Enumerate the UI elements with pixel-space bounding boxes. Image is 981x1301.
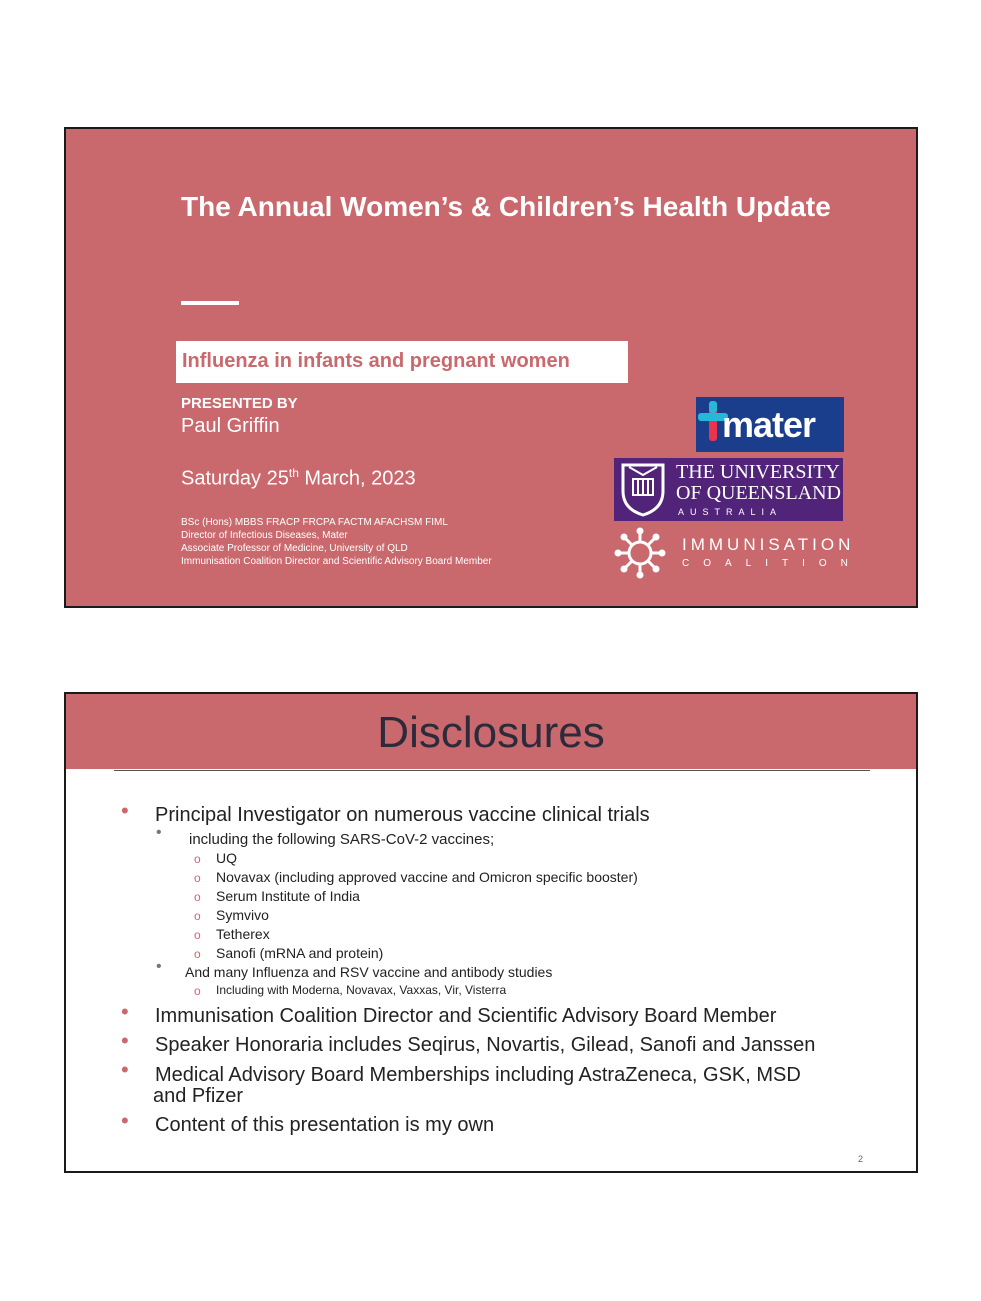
slide-title: The Annual Women’s & Children’s Health Update bbox=[181, 191, 831, 222]
list-item: Principal Investigator on numerous vaccine clinical trials bbox=[155, 804, 650, 826]
circle-bullet-icon: o bbox=[194, 909, 201, 923]
circle-bullet-icon: o bbox=[194, 928, 201, 942]
credential-line: BSc (Hons) MBBS FRACP FRCPA FACTM AFACHSM FIML bbox=[181, 517, 448, 528]
mater-logo bbox=[696, 397, 844, 452]
list-item: Symvivo bbox=[216, 907, 269, 923]
slide-header bbox=[66, 694, 916, 769]
page-number: 2 bbox=[858, 1154, 864, 1164]
list-item: Including with Moderna, Novavax, Vaxxas, Vir, Visterra bbox=[216, 983, 507, 997]
mater-wordmark: mater bbox=[722, 404, 816, 445]
slide-subtitle: Influenza in infants and pregnant women bbox=[182, 350, 570, 372]
bullet-icon: • bbox=[121, 798, 129, 823]
virus-icon bbox=[614, 527, 666, 579]
presented-by-label: PRESENTED BY bbox=[181, 395, 298, 412]
circle-bullet-icon: o bbox=[194, 984, 201, 998]
circle-bullet-icon: o bbox=[194, 890, 201, 904]
list-item: Content of this presentation is my own bbox=[155, 1114, 495, 1136]
bullet-icon: • bbox=[156, 824, 162, 841]
uq-name-line2: OF QUEENSLAND bbox=[676, 482, 841, 504]
list-item: Speaker Honoraria includes Seqirus, Novartis, Gilead, Sanofi and Janssen bbox=[155, 1034, 816, 1056]
credential-line: Immunisation Coalition Director and Scientific Advisory Board Member bbox=[181, 556, 492, 567]
bullet-icon: • bbox=[121, 1057, 129, 1082]
slide-title: Disclosures bbox=[377, 708, 605, 757]
ic-name-line1: IMMUNISATION bbox=[682, 535, 855, 554]
list-item: Sanofi (mRNA and protein) bbox=[216, 945, 384, 961]
ic-name-line2: COALITION bbox=[682, 558, 862, 569]
list-item: Medical Advisory Board Memberships including AstraZeneca, GSK, MSD bbox=[155, 1064, 801, 1086]
bullet-icon: • bbox=[121, 999, 129, 1024]
circle-bullet-icon: o bbox=[194, 871, 201, 885]
circle-bullet-icon: o bbox=[194, 852, 201, 866]
bullet-icon: • bbox=[121, 1108, 129, 1133]
presentation-date: Saturday 25th March, 2023 bbox=[181, 466, 416, 490]
uq-name-line1: THE UNIVERSITY bbox=[676, 461, 840, 483]
uq-crest-icon bbox=[619, 461, 667, 517]
circle-bullet-icon: o bbox=[194, 947, 201, 961]
disclosures-slide bbox=[64, 692, 918, 1173]
credential-line: Associate Professor of Medicine, University of QLD bbox=[181, 543, 408, 554]
title-slide bbox=[64, 127, 918, 608]
list-item: And many Influenza and RSV vaccine and antibody studies bbox=[185, 964, 553, 980]
list-item: UQ bbox=[216, 850, 237, 866]
list-item-continuation: and Pfizer bbox=[153, 1085, 244, 1107]
credential-line: Director of Infectious Diseases, Mater bbox=[181, 530, 348, 541]
list-item: including the following SARS-CoV-2 vaccines; bbox=[189, 831, 495, 848]
bullet-icon: • bbox=[121, 1028, 129, 1053]
list-item: Serum Institute of India bbox=[216, 888, 360, 904]
subtitle-box bbox=[176, 341, 628, 383]
immunisation-coalition-logo bbox=[614, 525, 862, 581]
list-item: Immunisation Coalition Director and Scientific Advisory Board Member bbox=[155, 1005, 777, 1027]
header-rule bbox=[114, 770, 870, 771]
uq-logo bbox=[614, 458, 843, 521]
uq-country: AUSTRALIA bbox=[678, 507, 783, 517]
title-divider bbox=[181, 301, 239, 305]
presenter-credentials bbox=[181, 516, 492, 568]
list-item: Novavax (including approved vaccine and Omicron specific booster) bbox=[216, 869, 638, 885]
bullet-icon: • bbox=[156, 958, 162, 975]
list-item: Tetherex bbox=[216, 926, 270, 942]
presenter-name: Paul Griffin bbox=[181, 415, 280, 437]
